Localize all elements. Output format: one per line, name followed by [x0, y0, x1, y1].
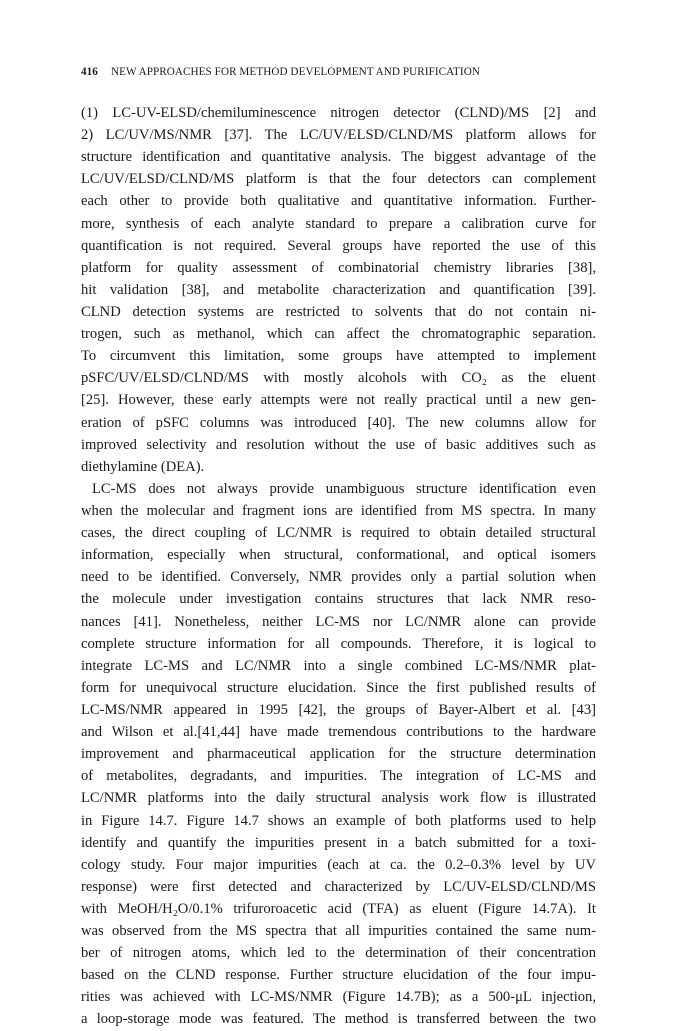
text-line: with MeOH/H₂O/0.1% trifuroroacetic acid (TFA) as eluent (Figure 14.7A). It: [81, 900, 596, 917]
text-line: was observed from the MS spectra that all impurities contained the same num-: [81, 923, 596, 940]
text-line: LC-MS/NMR appeared in 1995 [42], the groups of Bayer-Albert et al. [43]: [81, 701, 596, 718]
running-header: [81, 66, 601, 78]
running-title: NEW APPROACHES FOR METHOD DEVELOPMENT AND PURIFICATION: [110, 66, 480, 78]
text-line: cases, the direct coupling of LC/NMR is required to obtain detailed structural: [81, 525, 596, 542]
text-line: CLND detection systems are restricted to solvents that do not contain ni-: [81, 303, 596, 320]
text-line: [25]. However, these early attempts were not really practical until a new gen-: [81, 392, 596, 409]
text-line: response) were first detected and characterized by LC/UV-ELSD/CLND/MS: [81, 878, 596, 895]
text-line: improvement and pharmaceutical application for the structure determination: [81, 746, 596, 763]
text-line: more, synthesis of each analyte standard to prepare a calibration curve for: [81, 215, 596, 232]
text-line: To circumvent this limitation, some groups have attempted to implement: [81, 348, 596, 365]
text-line: each other to provide both qualitative and quantitative information. Further-: [81, 193, 596, 210]
text-line: trogen, such as methanol, which can affect the chromatographic separation.: [81, 326, 596, 343]
paragraph: [81, 478, 596, 1031]
page-number: 416: [81, 66, 98, 78]
text-line: improved selectivity and resolution without the use of basic additives such as: [81, 436, 596, 453]
text-line: complete structure information for all compounds. Therefore, it is logical to: [81, 635, 596, 652]
text-line: of metabolites, degradants, and impurities. The integration of LC-MS and: [81, 768, 596, 785]
text-line: platform for quality assessment of combinatorial chemistry libraries [38],: [81, 259, 596, 276]
text-line: the molecule under investigation contains structures that lack NMR reso-: [81, 591, 596, 608]
text-line: identify and quantify the impurities present in a batch submitted for a toxi-: [81, 834, 596, 851]
text-line: (1) LC-UV-ELSD/chemiluminescence nitrogen detector (CLND)/MS [2] and: [81, 105, 596, 121]
text-line: integrate LC-MS and LC/NMR into a single combined LC-MS/NMR plat-: [81, 657, 596, 674]
text-line: a loop-storage mode was featured. The method is transferred between the two: [81, 1011, 596, 1028]
text-line: eration of pSFC columns was introduced [40]. The new columns allow for: [81, 414, 596, 431]
text-line: structure identification and quantitative analysis. The biggest advantage of the: [81, 149, 596, 166]
body-text: [81, 102, 596, 1031]
text-line: hit validation [38], and metabolite characterization and quantification [39].: [81, 281, 596, 298]
text-line: when the molecular and fragment ions are identified from MS spectra. In many: [81, 502, 596, 519]
text-line: quantification is not required. Several groups have reported the use of this: [81, 237, 596, 254]
text-line: based on the CLND response. Further structure elucidation of the four impu-: [81, 967, 596, 984]
text-line: diethylamine (DEA).: [81, 458, 205, 475]
text-line: pSFC/UV/ELSD/CLND/MS with mostly alcohols with CO₂ as the eluent: [81, 370, 596, 387]
text-line: LC/NMR platforms into the daily structural analysis work flow is illustrated: [81, 790, 596, 807]
text-line: form for unequivocal structure elucidation. Since the first published results of: [81, 679, 596, 696]
text-line: ber of nitrogen atoms, which led to the determination of their concentration: [81, 945, 596, 962]
text-line: LC-MS does not always provide unambiguous structure identification even: [92, 480, 596, 497]
text-line: 2) LC/UV/MS/NMR [37]. The LC/UV/ELSD/CLND/MS platform allows for: [81, 127, 596, 144]
text-line: in Figure 14.7. Figure 14.7 shows an example of both platforms used to help: [81, 812, 596, 829]
text-line: cology study. Four major impurities (each at ca. the 0.2–0.3% level by UV: [81, 856, 596, 873]
text-line: information, especially when structural, conformational, and optical isomers: [81, 547, 596, 564]
text-line: need to be identified. Conversely, NMR provides only a partial solution when: [81, 569, 596, 586]
text-line: nances [41]. Nonetheless, neither LC-MS nor LC/NMR alone can provide: [81, 613, 596, 630]
text-line: rities was achieved with LC-MS/NMR (Figure 14.7B); as a 500-μL injection,: [81, 989, 596, 1006]
text-line: LC/UV/ELSD/CLND/MS platform is that the four detectors can complement: [81, 171, 596, 188]
paragraph: [81, 102, 596, 478]
text-line: and Wilson et al.[41,44] have made tremendous contributions to the hardware: [81, 724, 596, 741]
